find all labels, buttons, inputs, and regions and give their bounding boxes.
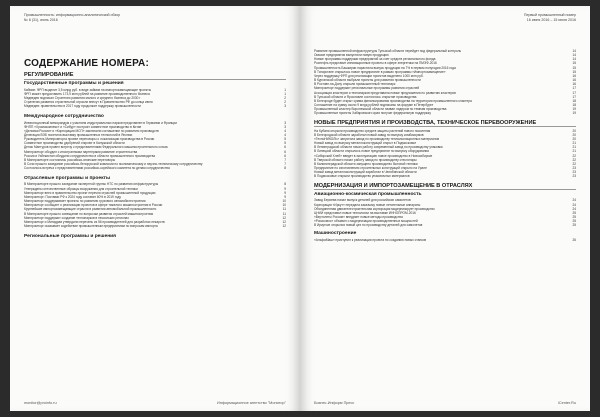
toc-entry-page: 17 [572, 94, 576, 99]
toc-entry-page: 15 [572, 69, 576, 74]
toc-entry-title: В Сочи прошло заседание российско-белорусской комиссии по экономическому и научно-техническому сотрудничеству [24, 162, 203, 167]
running-header-line2: 16 июня 2016 – 15 июля 2016 [526, 17, 576, 22]
toc-entry-title: Новый завод по выпуску металлоконструкций открыт в Подмосковье [314, 141, 417, 146]
toc-entry-title: «АльфаМаш» приступил к реализации проекта по созданию новых станков [314, 237, 427, 242]
subsection-heading: Авиационно-космическая промышленность [314, 191, 422, 197]
toc-entry-title: Кабмин: ФРП выделит 3,5 млрд руб. в виде займов на импортозамещающие проекты [24, 87, 152, 92]
toc-entry-title: Денис Мантуров провел встречу с представителями Федерального машиностроительного союза [24, 145, 168, 150]
toc-entry-page: 12 [282, 219, 286, 224]
toc-entry-title: Инвестиционный меморандум с участием индустриальных парков представлен в Германии и Франции [24, 120, 177, 125]
toc-entry-page: 2 [284, 100, 286, 105]
toc-entry-page: 1 [284, 87, 286, 92]
toc-entry-page: 16 [572, 82, 576, 87]
toc-entry-title: Россия и Узбекистан обсудили сотрудничество в области промышленного производства [24, 153, 156, 158]
toc-entry-title: Предприятие по изготовлению строительных конструкций открыто на Урале [314, 166, 427, 171]
right-toc-content [314, 49, 576, 242]
toc-entry-page: 20 [572, 128, 576, 133]
toc-entry-page: 17 [572, 86, 576, 91]
toc-entry-title: Минпромторг и Минздрав утвердили перечень из 56 производителей для разработки лекарств [24, 219, 165, 224]
toc-entry-title: Состоялось встреча с представителями российско-корейского комитета по делам сотрудничества [24, 166, 170, 171]
toc-entry-page: 25 [572, 214, 576, 219]
toc-entry-page: 22 [572, 161, 576, 166]
toc-entry-title: Роснефть представит инновационные проекты в сфере энергетики на ПМЭФ-2016 [314, 61, 437, 66]
toc-entry-title: Объединенная двигателестроительная корпорация модернизирует производство [314, 206, 435, 211]
toc-entry-title: В Калининградской области запущено производство бытовой техники [314, 161, 418, 166]
section-heading: РЕГУЛИРОВАНИЕ [24, 72, 286, 80]
toc-entry-page: 24 [572, 206, 576, 211]
left-footer [24, 401, 286, 405]
toc-entry-title: Минпромторг поддерживает проекты по развитию грузового автомобилестроения [24, 199, 146, 204]
toc-entry-page: 5 [284, 141, 286, 146]
toc-entry-title: Медведев: правительство в 2017 году продолжит поддержку промышленности [24, 104, 141, 109]
toc-entry-page: 3 [284, 124, 286, 129]
footer-email: monitor@proinfo.ru [24, 401, 57, 405]
toc-entry-page: 5 [284, 137, 286, 142]
toc-entry-title: Руководитель Минпромторга провел переговоры о локализации производства в России [24, 137, 155, 142]
toc-entry-page: 15 [572, 65, 576, 70]
toc-entry-page: 8 [284, 182, 286, 187]
toc-entry-title: Стратегию развития строительной отрасли внесут в Правительство РФ до конца июня [24, 100, 153, 105]
toc-entry-page: 6 [284, 149, 286, 154]
toc-entry-page: 12 [282, 223, 286, 228]
toc-entry-title: Минпромторг внес в правительство проект перечня отраслей промышленной продукции [24, 190, 156, 195]
toc-entry-page: 18 [572, 98, 576, 103]
toc-entry-page: 19 [572, 111, 576, 116]
toc-entry-title: Через поддержку ФРП для реализации проектов выделено 1000 млн руб. [314, 73, 424, 78]
toc-entry-title: В Липецкой области открылось новое предприятие по выпуску оборудования [314, 149, 429, 154]
toc-entry[interactable] [24, 104, 286, 108]
toc-entry-page: 23 [572, 174, 576, 179]
toc-entry-title: ФРП может предоставить 173,9 млн рублей на развитие производственного бизнеса [24, 91, 150, 96]
toc-entry-page: 7 [284, 162, 286, 167]
toc-entry-page: 1 [284, 91, 286, 96]
toc-entry[interactable] [314, 174, 576, 178]
toc-entry-page: 12 [282, 215, 286, 220]
toc-entry-title: Минпромторг поддержит создание технопарков в нескольких регионах [24, 215, 129, 220]
toc-entry-title: ЦНИИ представил новые технологии на выставке ИННОПРОМ-2016 [314, 210, 416, 215]
footer-site: iCenter.Ru [558, 401, 576, 405]
left-page [10, 6, 300, 411]
toc-entry-page: 23 [572, 166, 576, 171]
spacer [24, 228, 286, 232]
magazine-spread [10, 6, 590, 411]
running-header-right [524, 13, 576, 22]
toc-entry-title: Утверждены отечественные образцы вооружения для строительной техники [24, 186, 138, 191]
toc-entry-title: Соглашение на сумму около 9 млрд рублей подписаны на форуме в Петербурге [314, 103, 434, 108]
toc-entry-title: В Ростове-на-Дону открыли промышленный технопарк [314, 82, 396, 87]
spacer [314, 227, 576, 230]
toc-entry-page: 19 [572, 107, 576, 112]
toc-entry-page: 25 [572, 223, 576, 228]
toc-entry-page: 11 [282, 211, 286, 216]
toc-entry-page: 8 [284, 166, 286, 171]
footer-source: Бизнес-Информ Пресс [314, 401, 355, 405]
toc-entry-title: Минпромторг сообщает о реализации проектов в сфере тяжелого машиностроения в России [24, 203, 163, 208]
toc-entry-page: 7 [284, 157, 286, 162]
toc-entry-page: 24 [572, 202, 576, 207]
spacer [24, 170, 286, 174]
toc-entry-title: В Минпромторге прошло совещание по вопросам развития отраслей машиностроения [24, 211, 154, 216]
toc-entry-page: 25 [572, 210, 576, 215]
running-header-left [24, 13, 120, 22]
toc-entry-title: Завод Бериева начал выпуск деталей для российских самолетов [314, 198, 411, 203]
toc-entry-title: Минпромторг обсудил с иностранными партнерами развитие строительства [24, 149, 138, 154]
toc-entry-page: 3 [284, 120, 286, 125]
toc-entry-title: «Роскосмос» объявил о модернизации производственных мощностей [314, 219, 418, 224]
toc-entry-page: 21 [572, 141, 576, 146]
toc-entry-title: «ТехноНИКОЛЬ» запустила завод по производству теплоизоляционных материалов [314, 137, 440, 141]
toc-entry-page: 22 [572, 157, 576, 162]
toc-entry-page: 20 [572, 137, 576, 141]
toc-entry-page: 6 [284, 145, 286, 150]
toc-entry-title: Крупнейшие импортозамещающие отрасли в развитии автомобильной промышленности [24, 207, 157, 212]
toc-entry-page: 15 [572, 61, 576, 66]
toc-entry[interactable] [24, 224, 286, 228]
toc-entry-title: Промышленность Башкирии нарастила выпуск продукции на 7% в первом полугодии 2016 года [314, 65, 456, 70]
toc-entry-page: 22 [572, 153, 576, 158]
toc-entry-title: В Тверской области начал работу завод по производству стеклотары [314, 157, 417, 162]
toc-entry-title: Минпромторг оказывает содействие промышленным предприятиям по вопросам импорта [24, 223, 158, 228]
toc-entry-page: 3 [284, 104, 286, 109]
toc-entry-page: 6 [284, 153, 286, 158]
toc-entry[interactable] [24, 166, 286, 170]
toc-entry-title: Минпромторг: Поставки РФ к 2024 году составят 60% в 2019 году [24, 194, 121, 199]
toc-entry-title: Новые программы поддержки предприятий за счет средств регионального фонда [314, 57, 436, 62]
toc-entry[interactable] [314, 223, 576, 227]
toc-entry-page: 21 [572, 145, 576, 150]
toc-entry-title: Промышленный кластер Воронежской области назван лидером по темпам производства [314, 107, 447, 112]
toc-entry-title: Омские предприятия выпустили новую продукцию [314, 53, 389, 58]
toc-entry-page: 16 [572, 73, 576, 78]
toc-entry-page: 2 [284, 96, 286, 101]
toc-entry-page: 14 [572, 57, 576, 62]
toc-entry-title: В Ленинградской области начал работу современный завод по производству упаковки [314, 145, 443, 150]
subsection-heading: Международное сотрудничество [24, 113, 104, 119]
toc-entry-title: В Тульской области и Ярославле состоялось открытие производства [314, 94, 417, 99]
toc-entry-title: ФНПП «Хромокомлекс» и «Сибур» построят совместное производство в Китае [24, 124, 142, 129]
subsection-heading: Отраслевые программы и проекты [24, 175, 111, 181]
toc-entry-title: На Кубани открыли производство средств защиты растений нового поколения [314, 128, 431, 133]
toc-entry-title: В Белгороде будет открыт сумма финансирования производства на территории промышленного кластера [314, 98, 472, 103]
spacer [24, 109, 286, 113]
toc-entry-title: В Иркутске открылся новый цех по производству деталей для самолетов [314, 223, 423, 228]
section-heading: МОДЕРНИЗАЦИЯ И ИМПОРТОЗАМЕЩЕНИЕ В ОТРАСЛЯХ [314, 183, 576, 191]
toc-entry-title: Корпорация «Иркут» передала заказчику новые летательные аппараты [314, 202, 421, 207]
toc-entry-page: 21 [572, 149, 576, 154]
toc-entry-page: 25 [572, 219, 576, 224]
toc-entry-title: «Сибирский Хлеб» введет в эксплуатацию новое производство в Новосибирске [314, 153, 433, 158]
subsection-heading: Государственные программы и решения [24, 81, 124, 87]
toc-entry-page: 23 [572, 170, 576, 175]
right-footer [314, 401, 576, 405]
toc-entry-title: В Минпромторге состоялись российско-японские переговоры [24, 157, 116, 162]
toc-entry-title: В Минпромторге прошло заседание экспертной группы НТС по развитию инфраструктуры [24, 182, 159, 187]
running-header-line1: Промышленность: информационно-аналитический обзор [24, 13, 121, 17]
toc-entry-title: Делегация ВЭБ посетила выставку промышленных технологий в Японии [24, 133, 133, 138]
toc-entry-title: «Вертолеты России» внедряет новые методы производства [314, 214, 403, 219]
running-header-line1: Первый промышленный номер [523, 13, 576, 17]
toc-entry-page: 26 [572, 237, 576, 242]
toc-entry-title: «Деловая Россия» и «Корпорация МСП» заключили соглашение по развитию производств [24, 128, 159, 133]
toc-entry-title: Совместное производство удобрений откроют в Калужской области [24, 141, 125, 146]
right-page [300, 6, 590, 411]
toc-title: СОДЕРЖАНИЕ НОМЕРА: [24, 58, 150, 69]
toc-entry-page: 4 [284, 133, 286, 138]
toc-entry-page: 10 [282, 199, 286, 204]
toc-entry-page: 14 [572, 49, 576, 53]
toc-entry-page: 9 [284, 186, 286, 191]
toc-entry-page: 24 [572, 198, 576, 203]
section-heading: НОВЫЕ ПРЕДПРИЯТИЯ И ПРОИЗВОДСТВА, ТЕХНИЧЕСКОЕ ПЕРЕВООРУЖЕНИЕ [314, 120, 576, 128]
toc-entry-page: 20 [572, 132, 576, 137]
toc-entry-page: 14 [572, 53, 576, 58]
toc-entry-title: В Белгородской области заработал новый завод по выпуску комбикормов [314, 132, 424, 137]
toc-entry-title: Промышленные проекты Хабаровского края получат федеральную поддержку [314, 111, 431, 116]
toc-entry-title: В Курганской области выбрали проекты для развития промышленности [314, 78, 421, 83]
toc-entry-page: 11 [282, 207, 286, 212]
toc-entry-title: Развитие промышленной инфраструктуры Тульской области перейдет под федеральный контроль [314, 49, 462, 53]
toc-entry-title: Минпромторг поддержит региональные программы развития отраслей [314, 86, 420, 91]
toc-entry-page: 4 [284, 128, 286, 133]
toc-entry-page: 9 [284, 194, 286, 199]
left-toc-content [24, 72, 286, 240]
toc-entry-title: В Татарстане открылось новое предприятие в рамках программы «Импортозамещение» [314, 69, 446, 74]
toc-entry-title: Медведев подписал Стратегию развития малого и среднего бизнеса до 2030 г [24, 96, 141, 101]
subsection-heading: Региональные программы и решения [24, 233, 117, 239]
toc-entry-page: 18 [572, 103, 576, 108]
toc-entry-page: 17 [572, 90, 576, 95]
toc-entry-title: В Подмосковье открыли производство упаковочных материалов [314, 174, 410, 179]
toc-entry[interactable] [314, 111, 576, 115]
toc-entry-page: 10 [282, 203, 286, 208]
running-header-line2: № 6 (31), июнь 2016 [24, 17, 58, 22]
toc-entry-title: Новый завод металлоконструкций заработал в Челябинской области [314, 170, 417, 175]
footer-publisher: Информационное агентство "Монитор" [216, 401, 286, 405]
toc-entry-page: 9 [284, 190, 286, 195]
toc-entry-title: Ассоциация кластеров и технопарков представила новые предложения по развитию кластеров [314, 90, 456, 95]
toc-entry-page: 16 [572, 78, 576, 83]
subsection-heading: Машиностроение [314, 231, 357, 237]
toc-entry[interactable] [314, 238, 576, 242]
